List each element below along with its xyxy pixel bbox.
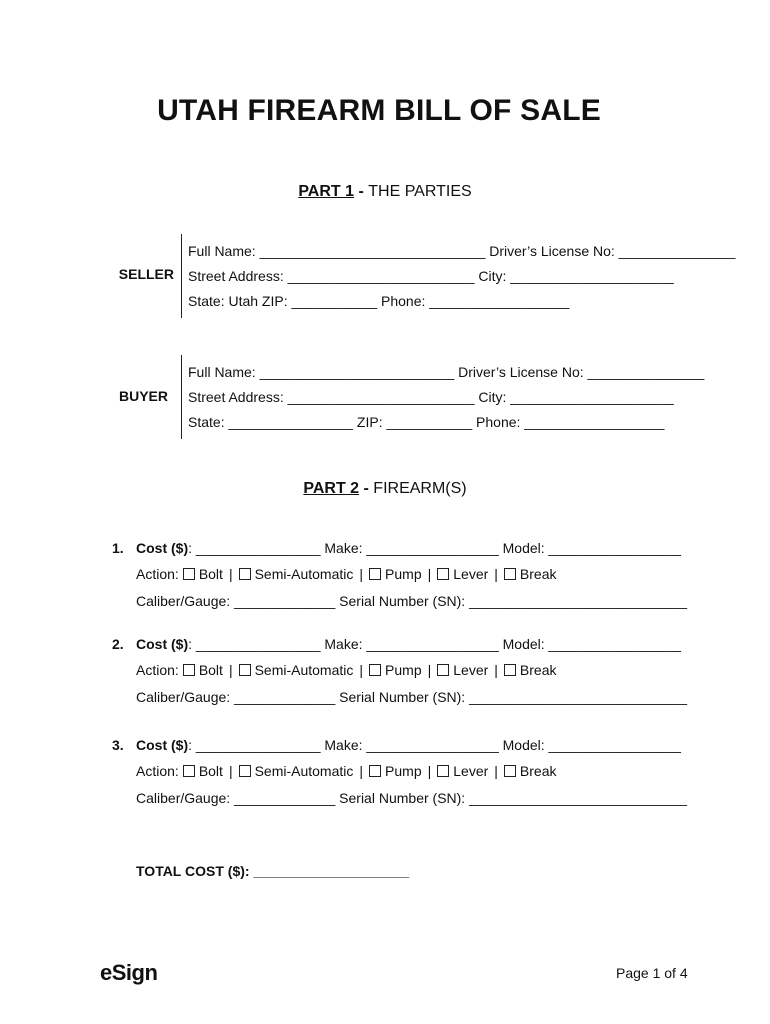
buyer-label: BUYER <box>118 388 168 404</box>
part-2-number: PART 2 <box>303 480 360 497</box>
option-separator: | <box>494 763 498 779</box>
semi-automatic-checkbox[interactable] <box>239 568 251 580</box>
firearm-3-action-row <box>136 763 557 779</box>
firearm-1-cost-line[interactable] <box>136 540 681 556</box>
total-cost-field[interactable]: TOTAL COST ($): ____________________ <box>136 863 410 879</box>
firearm-number: 1. <box>112 540 124 556</box>
pump-checkbox[interactable] <box>369 765 381 777</box>
option-separator: | <box>228 662 233 678</box>
semi-automatic-checkbox[interactable] <box>239 765 251 777</box>
part-2-name: FIREARM(S) <box>373 480 467 497</box>
part-1-name: THE PARTIES <box>368 183 472 200</box>
buyer-name-field[interactable]: Full Name: _________________________ Driver’s License No: _______________ <box>188 364 705 380</box>
semi-automatic-option-label: Semi-Automatic <box>254 566 354 582</box>
bolt-option-label: Bolt <box>198 566 223 582</box>
pump-option-label: Pump <box>385 662 422 678</box>
lever-checkbox[interactable] <box>437 765 449 777</box>
action-label: Action: <box>136 763 179 779</box>
pump-checkbox[interactable] <box>369 664 381 676</box>
firearm-number: 3. <box>112 737 124 753</box>
option-separator: | <box>228 566 233 582</box>
bolt-checkbox[interactable] <box>183 568 195 580</box>
lever-checkbox[interactable] <box>437 664 449 676</box>
buyer-state-field[interactable]: State: ________________ ZIP: ___________ Phone: __________________ <box>188 414 665 430</box>
cost-make-model-fields: : ________________ Make: _________________ Model: _________________ <box>188 540 681 556</box>
firearm-2-cost-line[interactable] <box>136 636 681 652</box>
esign-logo: eSign <box>100 960 158 985</box>
option-separator: | <box>359 662 364 678</box>
firearm-1-action-row <box>136 566 557 582</box>
document-title: UTAH FIREARM BILL OF SALE <box>157 94 601 127</box>
option-separator: | <box>359 566 364 582</box>
firearm-2-action-row <box>136 662 557 678</box>
seller-address-field[interactable]: Street Address: ________________________ City: _____________________ <box>188 268 674 284</box>
action-label: Action: <box>136 566 179 582</box>
firearm-2-caliber-serial-field[interactable]: Caliber/Gauge: _____________ Serial Number (SN): ____________________________ <box>136 689 688 705</box>
option-separator: | <box>427 763 432 779</box>
firearm-1-caliber-serial-field[interactable]: Caliber/Gauge: _____________ Serial Number (SN): ____________________________ <box>136 593 688 609</box>
cost-label: Cost ($) <box>136 540 189 556</box>
seller-label: SELLER <box>118 266 174 282</box>
break-option-label: Break <box>519 763 557 779</box>
cost-make-model-fields: : ________________ Make: _________________ Model: _________________ <box>188 737 681 753</box>
seller-name-field[interactable]: Full Name: _____________________________ Driver’s License No: _______________ <box>188 243 736 259</box>
semi-automatic-option-label: Semi-Automatic <box>254 662 354 678</box>
lever-option-label: Lever <box>453 662 489 678</box>
semi-automatic-checkbox[interactable] <box>239 664 251 676</box>
option-separator: | <box>494 662 498 678</box>
part-2-dash: - <box>359 480 374 497</box>
seller-state-field[interactable]: State: Utah ZIP: ___________ Phone: __________________ <box>188 293 570 309</box>
cost-make-model-fields: : ________________ Make: _________________ Model: _________________ <box>188 636 681 652</box>
part-2-heading <box>0 480 770 498</box>
action-label: Action: <box>136 662 179 678</box>
break-checkbox[interactable] <box>504 664 516 676</box>
break-checkbox[interactable] <box>504 568 516 580</box>
pump-option-label: Pump <box>385 566 422 582</box>
buyer-divider <box>181 355 182 439</box>
bolt-checkbox[interactable] <box>183 765 195 777</box>
option-separator: | <box>359 763 364 779</box>
break-option-label: Break <box>519 662 557 678</box>
part-1-heading <box>0 183 770 201</box>
firearm-number: 2. <box>112 636 124 652</box>
bolt-option-label: Bolt <box>198 763 223 779</box>
firearm-3-cost-line[interactable] <box>136 737 681 753</box>
bolt-option-label: Bolt <box>198 662 223 678</box>
firearm-3-caliber-serial-field[interactable]: Caliber/Gauge: _____________ Serial Number (SN): ____________________________ <box>136 790 688 806</box>
part-1-dash: - <box>354 183 369 200</box>
pump-option-label: Pump <box>385 763 422 779</box>
lever-option-label: Lever <box>453 763 489 779</box>
part-1-number: PART 1 <box>298 183 355 200</box>
bolt-checkbox[interactable] <box>183 664 195 676</box>
buyer-address-field[interactable]: Street Address: ________________________ City: _____________________ <box>188 389 674 405</box>
seller-divider <box>181 234 182 318</box>
lever-checkbox[interactable] <box>437 568 449 580</box>
semi-automatic-option-label: Semi-Automatic <box>254 763 354 779</box>
lever-option-label: Lever <box>453 566 489 582</box>
page-number: Page 1 of 4 <box>616 965 688 981</box>
break-checkbox[interactable] <box>504 765 516 777</box>
break-option-label: Break <box>519 566 557 582</box>
option-separator: | <box>427 662 432 678</box>
cost-label: Cost ($) <box>136 636 189 652</box>
option-separator: | <box>427 566 432 582</box>
option-separator: | <box>494 566 498 582</box>
option-separator: | <box>228 763 233 779</box>
cost-label: Cost ($) <box>136 737 189 753</box>
pump-checkbox[interactable] <box>369 568 381 580</box>
